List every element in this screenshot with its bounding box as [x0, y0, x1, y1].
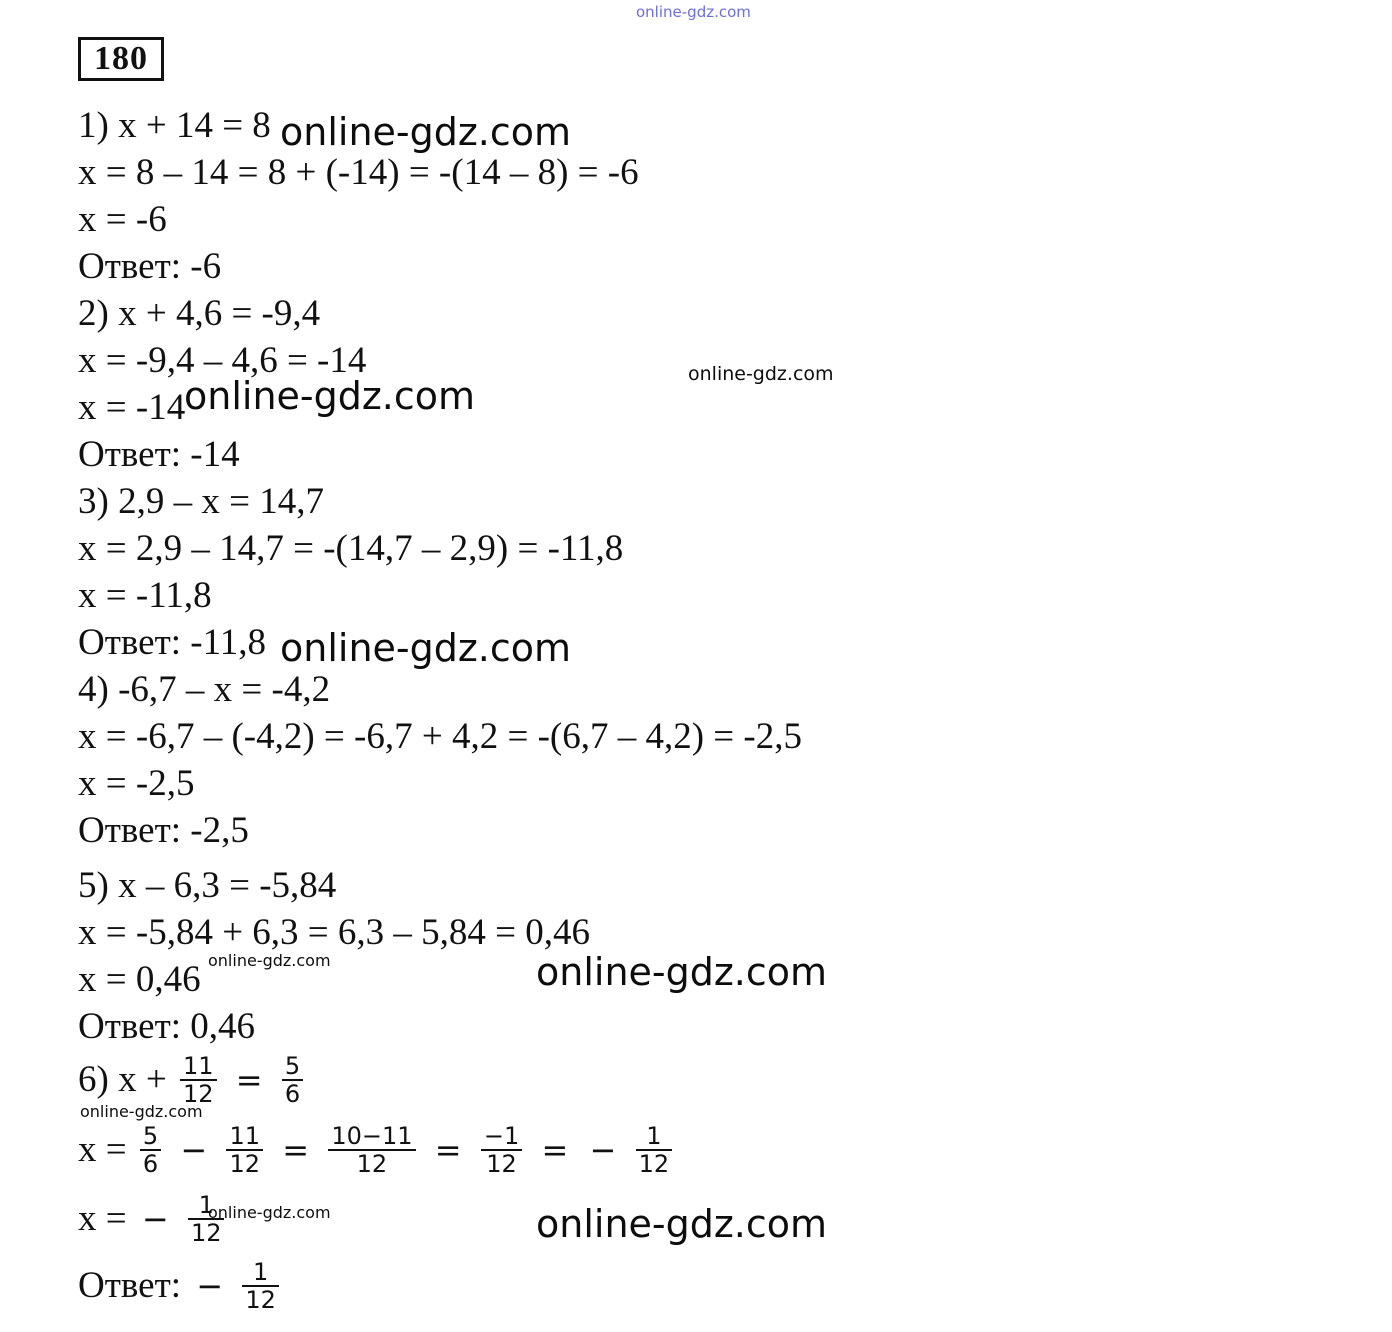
fraction: $\frac{1}{12}$ [636, 1123, 673, 1177]
fraction: $\frac{10-11}{12}$ [328, 1123, 415, 1177]
watermark: online-gdz.com [184, 374, 476, 418]
solution-line: 1) x + 14 = 8 [78, 105, 271, 146]
solution-line: 4) -6,7 – x = -4,2 [78, 669, 331, 710]
solution-line: 2) x + 4,6 = -9,4 [78, 293, 321, 334]
answer-line: Ответ: -6 [78, 246, 222, 287]
watermark: online-gdz.com [280, 110, 572, 154]
fraction-line-result: x = − $\frac{1}{12}$ [78, 1192, 228, 1246]
fraction-answer-line: Ответ: − $\frac{1}{12}$ [78, 1259, 283, 1313]
fraction: $\frac{-1}{12}$ [481, 1123, 522, 1177]
fraction-line-solution: x = $\frac{5}{6}$ − $\frac{11}{12}$ = $\frac{10-11}{12}$ = $\frac{-1}{12}$ = − $\frac{1}{12}$ [78, 1123, 676, 1177]
fraction: $\frac{11}{12}$ [180, 1053, 217, 1107]
fraction: $\frac{5}{6}$ [282, 1053, 303, 1107]
answer-line: Ответ: -14 [78, 434, 240, 475]
fraction: $\frac{11}{12}$ [226, 1123, 263, 1177]
watermark: online-gdz.com [536, 1202, 828, 1246]
watermark: online-gdz.com [208, 1203, 331, 1222]
fraction: $\frac{1}{12}$ [188, 1192, 225, 1246]
answer-line: Ответ: -2,5 [78, 810, 249, 851]
watermark: online-gdz.com [280, 626, 572, 670]
solution-line: x = -5,84 + 6,3 = 6,3 – 5,84 = 0,46 [78, 912, 591, 953]
solution-line: x = 0,46 [78, 959, 201, 1000]
solution-line: x = -6 [78, 199, 167, 240]
watermark: online-gdz.com [688, 363, 834, 385]
solution-line: x = 2,9 – 14,7 = -(14,7 – 2,9) = -11,8 [78, 528, 624, 569]
solution-line: x = -9,4 – 4,6 = -14 [78, 340, 367, 381]
answer-line: Ответ: 0,46 [78, 1006, 256, 1047]
header-watermark: online-gdz.com [636, 3, 751, 21]
answer-line: Ответ: -11,8 [78, 622, 266, 663]
solution-line: x = 8 – 14 = 8 + (-14) = -(14 – 8) = -6 [78, 152, 639, 193]
solution-line: 5) x – 6,3 = -5,84 [78, 865, 337, 906]
problem-number: 180 [78, 37, 164, 81]
watermark: online-gdz.com [80, 1102, 203, 1121]
watermark: online-gdz.com [208, 951, 331, 970]
fraction: $\frac{5}{6}$ [140, 1123, 161, 1177]
solution-line: x = -14 [78, 387, 186, 428]
fraction: $\frac{1}{12}$ [242, 1259, 279, 1313]
solution-line: 3) 2,9 – x = 14,7 [78, 481, 324, 522]
solution-line: x = -11,8 [78, 575, 212, 616]
fraction-line-equation: 6) x + $\frac{11}{12}$ = $\frac{5}{6}$ [78, 1053, 307, 1107]
watermark: online-gdz.com [536, 950, 828, 994]
solution-line: x = -6,7 – (-4,2) = -6,7 + 4,2 = -(6,7 – 4,2) = -2,5 [78, 716, 802, 757]
solution-line: x = -2,5 [78, 763, 195, 804]
